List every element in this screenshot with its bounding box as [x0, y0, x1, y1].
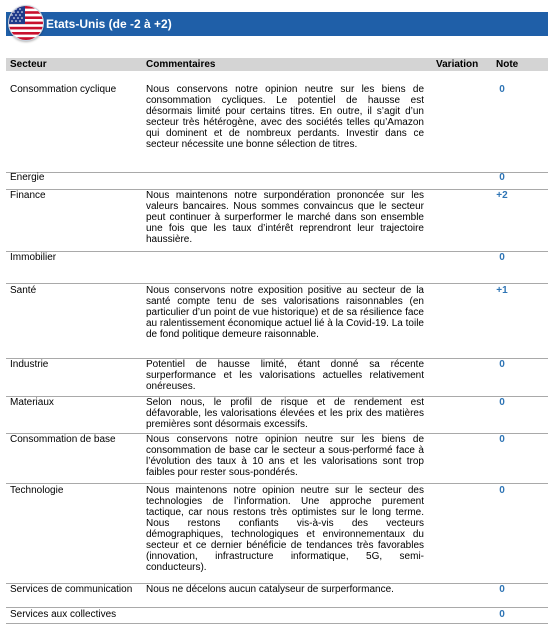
row-comment: Nous conservons notre opinion neutre sur les biens de consommation de base car le secteur a sous-performé face à l’évolution des taux à 10 ans et les valorisations sont trop faibles pour rester sous-pondérés. — [146, 434, 424, 478]
table-header — [6, 58, 548, 71]
column-header-comments: Commentaires — [146, 59, 216, 70]
row-comment: Nous maintenons notre opinion neutre sur le secteur des technologies de l’information. Une approche purement tactique, car nous restons très optimistes sur le long terme. Nous restons confiants vis-à-vis des vecteurs démographiques, technologiques et environnementaux du secteur et ce dernier bénéficie de tendances très favorables (innovation, infrastructure informatique, 5G, semi-conducteurs). — [146, 485, 424, 573]
row-note: 0 — [499, 397, 505, 408]
row-sector: Technologie — [10, 485, 64, 496]
row-note: 0 — [499, 584, 505, 595]
table-row — [6, 285, 548, 359]
row-sector: Materiaux — [10, 397, 54, 408]
us-flag-icon — [8, 5, 44, 41]
row-note: +1 — [496, 285, 508, 296]
row-comment: Nous maintenons notre surpondération prononcée sur les valeurs bancaires. Nous sommes convaincus que le secteur peut continuer à surperformer le marché dans son ensemble une fois que les taux d’intérêt reprendront leur trajectoire haussière. — [146, 190, 424, 245]
row-sector: Industrie — [10, 359, 49, 370]
row-note: +2 — [496, 190, 508, 201]
table-row — [6, 397, 548, 434]
table-row — [6, 584, 548, 608]
row-sector: Immobilier — [10, 252, 57, 263]
table-row — [6, 252, 548, 284]
page-title: Etats-Unis (de -2 à +2) — [46, 17, 172, 31]
row-comment: Nous conservons notre opinion neutre sur les biens de consommation cycliques. Le potentiel de hausse est désormais limité pour certains titres. En outre, il s’agit d’un secteur très hétérogène, avec des sociétés telles qu’Amazon qui dominent et de nombreux perdants. Investir dans ce secteur nécessite une bonne sélection de titres. — [146, 84, 424, 150]
row-note: 0 — [499, 609, 505, 620]
row-sector: Services aux collectives — [10, 609, 117, 620]
table-row — [6, 359, 548, 397]
table-row — [6, 190, 548, 252]
table-row — [6, 172, 548, 190]
row-note: 0 — [499, 172, 505, 183]
row-sector: Consommation cyclique — [10, 84, 117, 95]
row-comment: Selon nous, le profil de risque et de rendement est défavorable, les valorisations élevées et les prix des matières premières sont désormais excessifs. — [146, 397, 424, 430]
table-row — [6, 84, 548, 173]
row-sector: Energie — [10, 172, 45, 183]
row-comment: Nous conservons notre exposition positive au secteur de la santé compte tenu de ses valorisations raisonnables (en particulier d’un point de vue historique) et de sa résilience face au ralentissement économique actuel lié à la Covid-19. La toile de fond politique demeure raisonnable. — [146, 285, 424, 340]
column-header-sector: Secteur — [10, 59, 47, 70]
column-header-note: Note — [496, 59, 519, 70]
row-note: 0 — [499, 84, 505, 95]
title-banner — [6, 12, 548, 36]
table-row — [6, 609, 548, 624]
row-comment: Nous ne décelons aucun catalyseur de surperformance. — [146, 584, 394, 595]
table-row — [6, 485, 548, 584]
row-sector: Services de communication — [10, 584, 133, 595]
row-note: 0 — [499, 434, 505, 445]
row-sector: Santé — [10, 285, 37, 296]
row-note: 0 — [499, 485, 505, 496]
row-note: 0 — [499, 359, 505, 370]
row-note: 0 — [499, 252, 505, 263]
table-row — [6, 434, 548, 484]
row-sector: Finance — [10, 190, 46, 201]
column-header-variation: Variation — [436, 59, 479, 70]
row-comment: Potentiel de hausse limité, étant donné sa récente surperformance et les valorisations actuelles relativement onéreuses. — [146, 359, 424, 392]
row-sector: Consommation de base — [10, 434, 116, 445]
